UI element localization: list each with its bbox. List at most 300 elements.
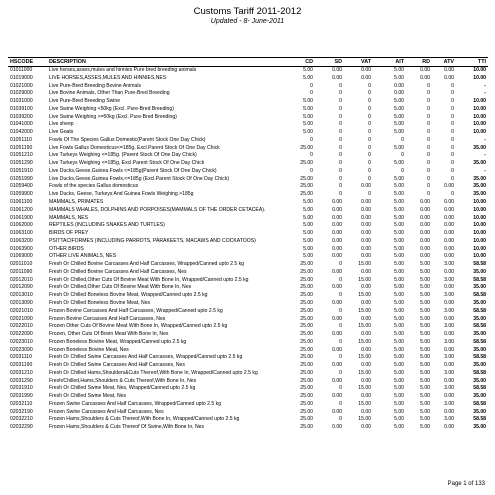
cell-cd: 0: [310, 82, 313, 89]
cell-ait: 5.00: [394, 191, 404, 198]
cell-hscode: 02032190: [10, 408, 33, 415]
cell-tti: 10.00: [473, 113, 486, 120]
cell-cd: 5.00: [303, 222, 313, 229]
cell-atv: 0.00: [444, 299, 454, 306]
cell-atv: 0.00: [444, 222, 454, 229]
cell-tti: -: [484, 82, 486, 89]
cell-tti: 35.00: [473, 284, 486, 291]
cell-ait: 5.00: [394, 129, 404, 136]
cell-description: BIRDS OF PREY: [49, 230, 89, 237]
cell-tti: 35.00: [473, 268, 486, 275]
table-row: [8, 292, 488, 300]
cell-hscode: 01051110: [10, 136, 32, 143]
cell-vat: 0: [368, 129, 371, 136]
table-row: [8, 176, 488, 184]
cell-sd: 0: [339, 354, 342, 361]
cell-tti: 35.00: [473, 424, 486, 431]
cell-rd: 5.00: [420, 284, 430, 291]
cell-sd: 0: [339, 90, 342, 97]
cell-vat: 0.00: [361, 393, 371, 400]
cell-vat: 0.00: [361, 67, 371, 73]
cell-rd: 5.00: [420, 377, 430, 384]
table-row: [8, 385, 488, 393]
table-row: [8, 83, 488, 91]
cell-rd: 0: [427, 160, 430, 167]
cell-tti: -: [484, 167, 486, 174]
cell-vat: 0: [368, 105, 371, 112]
cell-atv: 0: [451, 98, 454, 105]
cell-hscode: 01059400: [10, 183, 33, 190]
cell-vat: 0: [368, 113, 371, 120]
table-row: [8, 238, 488, 246]
cell-hscode: 02031110: [10, 354, 32, 361]
table-row: [8, 199, 488, 207]
cell-description: Frozen Boneless Bovine Meat, Nes: [49, 346, 129, 353]
cell-vat: 0.00: [361, 346, 371, 353]
table-row: [8, 191, 488, 199]
cell-atv: 0.00: [444, 331, 454, 338]
cell-cd: 5.00: [303, 237, 313, 244]
cell-vat: 0.00: [361, 74, 371, 81]
col-atv: ATV: [443, 59, 454, 65]
cell-ait: 5.00: [394, 292, 404, 299]
cell-sd: 0.00: [332, 237, 342, 244]
cell-tti: 35.00: [473, 362, 486, 369]
cell-rd: 0.00: [420, 237, 430, 244]
table-row: [8, 300, 488, 308]
cell-tti: 35.00: [473, 191, 486, 198]
cell-description: MAMMALS, PRIMATES: [49, 199, 104, 206]
cell-vat: 0.00: [361, 315, 371, 322]
cell-sd: 0.00: [332, 214, 342, 221]
cell-rd: 5.00: [420, 338, 430, 345]
cell-atv: 0: [451, 152, 454, 159]
cell-atv: 3.00: [444, 354, 454, 361]
cell-description: Live Fowls Gallus Domesticus<=185g, Excl.Parent Stock Of One Day Chick: [49, 144, 220, 151]
cell-cd: 25.00: [300, 268, 313, 275]
cell-hscode: 01069000: [10, 253, 33, 260]
cell-atv: 0: [451, 121, 454, 128]
cell-tti: 58.58: [473, 416, 486, 423]
cell-vat: 0.00: [361, 362, 371, 369]
cell-atv: 0: [451, 113, 454, 120]
col-rd: RD: [422, 59, 430, 65]
cell-atv: 0: [451, 129, 454, 136]
cell-description: Live Ducks, Geese, Turkeys And Guinea Fowls Weighing >185g: [49, 191, 194, 198]
cell-cd: 25.00: [300, 144, 313, 151]
cell-description: Live horses,asses,mules and hinnies Pure bred breeding animals: [49, 67, 197, 73]
cell-atv: 0: [451, 167, 454, 174]
cell-hscode: 02012090: [10, 284, 33, 291]
cell-ait: 5.00: [394, 323, 404, 330]
table-row: [8, 308, 488, 316]
cell-ait: 5.00: [394, 160, 404, 167]
cell-rd: 0: [427, 144, 430, 151]
cell-cd: 5.00: [303, 67, 313, 73]
cell-rd: 0.00: [420, 74, 430, 81]
cell-tti: 10.00: [473, 67, 486, 73]
cell-cd: 25.00: [300, 346, 313, 353]
cell-ait: 5.00: [394, 230, 404, 237]
cell-cd: 5.00: [303, 253, 313, 260]
cell-sd: 0.00: [332, 199, 342, 206]
cell-cd: 5.00: [303, 245, 313, 252]
cell-ait: 5.00: [394, 237, 404, 244]
cell-tti: 10.00: [473, 74, 486, 81]
table-row: [8, 152, 488, 160]
cell-ait: 5.00: [394, 354, 404, 361]
cell-atv: 0.00: [444, 74, 454, 81]
cell-description: Fresh Or Chilled Swine Meat, Nes, Wrapped/Canned upto 2.5 kg: [49, 385, 196, 392]
table-row: [8, 316, 488, 324]
cell-atv: 0.00: [444, 393, 454, 400]
table-row: [8, 323, 488, 331]
cell-sd: 0: [339, 307, 342, 314]
cell-ait: 5.00: [394, 183, 404, 190]
cell-atv: 3.00: [444, 276, 454, 283]
cell-ait: 5.00: [394, 377, 404, 384]
cell-tti: 35.00: [473, 331, 486, 338]
table-row: [8, 362, 488, 370]
cell-hscode: 01059900: [10, 191, 33, 198]
cell-hscode: 02031210: [10, 369, 33, 376]
cell-cd: 25.00: [300, 299, 313, 306]
cell-ait: 5.00: [394, 206, 404, 213]
cell-rd: 0: [427, 167, 430, 174]
cell-tti: 35.00: [473, 408, 486, 415]
cell-sd: 0.00: [332, 67, 342, 73]
cell-description: Frozen Bovine Carcasses And Half Carcasses, Wrapped/Canned upto 2.5 kg: [49, 307, 223, 314]
table-row: [8, 75, 488, 83]
cell-tti: 58.58: [473, 323, 486, 330]
table-row: [8, 222, 488, 230]
cell-sd: 0.00: [332, 346, 342, 353]
cell-description: Fowls Of The Species Gallus Domestic(Parent Stock One Day Chick): [49, 136, 206, 143]
cell-hscode: 02023090: [10, 346, 33, 353]
cell-rd: 0: [427, 175, 430, 182]
cell-hscode: 02032290: [10, 424, 33, 431]
cell-rd: 5.00: [420, 315, 430, 322]
cell-atv: 3.00: [444, 385, 454, 392]
cell-vat: 0.00: [361, 183, 371, 190]
cell-hscode: 01019000: [10, 74, 33, 81]
cell-tti: 10.00: [473, 214, 486, 221]
cell-tti: 10.00: [473, 230, 486, 237]
cell-vat: 15.00: [358, 292, 371, 299]
cell-ait: 5.00: [394, 245, 404, 252]
cell-sd: 0: [339, 121, 342, 128]
cell-rd: 5.00: [420, 362, 430, 369]
cell-cd: 25.00: [300, 362, 313, 369]
cell-hscode: 02031910: [10, 385, 33, 392]
cell-ait: 5.00: [394, 121, 404, 128]
col-hscode: HSCODE: [10, 59, 34, 65]
cell-atv: 0: [451, 90, 454, 97]
cell-vat: 0.00: [361, 230, 371, 237]
cell-cd: 25.00: [300, 369, 313, 376]
cell-description: Fresh Or Chilled Boneless Bovine Meat, Wrapped/Canned upto 2.5 kg: [49, 292, 208, 299]
cell-hscode: 02032110: [10, 400, 33, 407]
cell-sd: 0: [339, 136, 342, 143]
cell-cd: 5.00: [303, 206, 313, 213]
cell-vat: 0.00: [361, 214, 371, 221]
cell-cd: 5.00: [303, 121, 313, 128]
cell-atv: 0: [451, 136, 454, 143]
cell-description: Frozen Swine Carcasses And Half Carcasses, Wrapped/Canned upto 2.5 kg: [49, 400, 222, 407]
cell-hscode: 01051910: [10, 167, 33, 174]
cell-atv: 0.00: [444, 346, 454, 353]
cell-rd: 0: [427, 183, 430, 190]
col-ait: AIT: [395, 59, 404, 65]
cell-ait: 5.00: [394, 175, 404, 182]
cell-rd: 5.00: [420, 307, 430, 314]
cell-ait: 5.00: [394, 199, 404, 206]
cell-cd: 5.00: [303, 98, 313, 105]
cell-cd: 25.00: [300, 183, 313, 190]
cell-tti: 58.58: [473, 307, 486, 314]
cell-tti: 58.58: [473, 400, 486, 407]
cell-vat: 0: [368, 121, 371, 128]
cell-ait: 5.00: [394, 276, 404, 283]
cell-tti: 10.00: [473, 237, 486, 244]
cell-ait: 5.00: [394, 369, 404, 376]
table-row: [8, 354, 488, 362]
cell-ait: 5.00: [394, 98, 404, 105]
cell-vat: 0.00: [361, 408, 371, 415]
cell-vat: 0: [368, 98, 371, 105]
cell-rd: 0: [427, 105, 430, 112]
cell-rd: 5.00: [420, 346, 430, 353]
cell-ait: 0.00: [394, 90, 404, 97]
cell-sd: 0: [339, 129, 342, 136]
cell-hscode: 01063900: [10, 245, 33, 252]
cell-ait: 5.00: [394, 362, 404, 369]
cell-sd: 0: [339, 385, 342, 392]
cell-rd: 0.00: [420, 230, 430, 237]
table-row: [8, 416, 488, 424]
cell-sd: 0.00: [332, 331, 342, 338]
cell-sd: 0.00: [332, 253, 342, 260]
cell-cd: 25.00: [300, 292, 313, 299]
cell-vat: 15.00: [358, 276, 371, 283]
cell-ait: 5.00: [394, 416, 404, 423]
cell-ait: 5.00: [394, 338, 404, 345]
cell-hscode: 02032210: [10, 416, 33, 423]
cell-tti: 10.00: [473, 129, 486, 136]
cell-description: Fresh Or Chilled,Other Cuts Of Bovine Meat With Bone In, Wrapped/Canned upto 2.5 kg: [49, 276, 249, 283]
cell-hscode: 02021090: [10, 315, 33, 322]
table-row: [8, 424, 488, 432]
cell-ait: 5.00: [394, 113, 404, 120]
cell-vat: 0.00: [361, 284, 371, 291]
cell-rd: 5.00: [420, 268, 430, 275]
cell-tti: 10.00: [473, 199, 486, 206]
cell-rd: 5.00: [420, 400, 430, 407]
cell-vat: 0: [368, 191, 371, 198]
cell-rd: 5.00: [420, 331, 430, 338]
cell-cd: 25.00: [300, 323, 313, 330]
table-row: [8, 253, 488, 261]
cell-description: Live Pure-Bred Breeding Bovine Animals: [49, 82, 142, 89]
cell-sd: 0.00: [332, 74, 342, 81]
cell-hscode: 01029000: [10, 90, 33, 97]
cell-description: Frozen, Other Cuts Of Bovin Meat With Bone In, Nes: [49, 331, 169, 338]
cell-cd: 25.00: [300, 385, 313, 392]
table-row: [8, 378, 488, 386]
cell-ait: 5.00: [394, 284, 404, 291]
cell-description: Fresh Or Chilled Bovine Carcasses And Half Carcasses, Nes: [49, 268, 187, 275]
table-row: [8, 246, 488, 254]
cell-atv: 0.00: [444, 214, 454, 221]
cell-rd: 5.00: [420, 323, 430, 330]
cell-hscode: 01031000: [10, 98, 33, 105]
cell-ait: 5.00: [394, 67, 404, 73]
cell-cd: 25.00: [300, 191, 313, 198]
cell-cd: 0: [310, 90, 313, 97]
cell-atv: 0.00: [444, 284, 454, 291]
cell-vat: 0.00: [361, 199, 371, 206]
table-row: [8, 261, 488, 269]
cell-sd: 0.00: [332, 230, 342, 237]
cell-atv: 0: [451, 144, 454, 151]
col-cd: CD: [305, 59, 313, 65]
document-subtitle: Updated - 8- June-2011: [210, 18, 285, 25]
cell-cd: 25.00: [300, 160, 313, 167]
cell-rd: 0.00: [420, 67, 430, 73]
cell-atv: 0.00: [444, 237, 454, 244]
cell-cd: 25.00: [300, 276, 313, 283]
cell-hscode: 01021000: [10, 82, 33, 89]
cell-atv: 0: [451, 160, 454, 167]
cell-vat: 0.00: [361, 377, 371, 384]
cell-sd: 0: [339, 261, 342, 268]
table-row: [8, 230, 488, 238]
cell-hscode: 02021010: [10, 307, 33, 314]
table-row: [8, 168, 488, 176]
cell-sd: 0: [339, 175, 342, 182]
cell-description: Fresh/Chilled,Hams,Shoulders & Cuts Thereof,With Bone In, Nes: [49, 377, 197, 384]
cell-tti: 58.58: [473, 338, 486, 345]
cell-sd: 0: [339, 292, 342, 299]
cell-sd: 0.00: [332, 393, 342, 400]
cell-sd: 0: [339, 276, 342, 283]
cell-hscode: 01062000: [10, 222, 33, 229]
cell-rd: 0: [427, 129, 430, 136]
cell-cd: 25.00: [300, 408, 313, 415]
cell-description: Fresh Or Chilled,Other Cuts Of Bovine Meat With Bone In, Nes: [49, 284, 192, 291]
cell-vat: 0.00: [361, 424, 371, 431]
cell-sd: 0: [339, 113, 342, 120]
cell-atv: 0.00: [444, 245, 454, 252]
cell-hscode: 01051990: [10, 175, 33, 182]
cell-rd: 0: [427, 113, 430, 120]
cell-ait: 5.00: [394, 144, 404, 151]
cell-description: Live Swine Weighing <50kg (Excl. Pure-Bred Breeding): [49, 105, 174, 112]
cell-cd: 25.00: [300, 307, 313, 314]
cell-hscode: 02013010: [10, 292, 33, 299]
cell-ait: 5.00: [394, 393, 404, 400]
cell-vat: 15.00: [358, 385, 371, 392]
cell-description: REPTILES (INCLUDING SNAKES AND TURTLES): [49, 222, 165, 229]
cell-description: Frozen Hams,Shoulders & Cuts Thereof Of Swine,With Bone In, Nes: [49, 424, 205, 431]
cell-atv: 0.00: [444, 206, 454, 213]
cell-tti: -: [484, 90, 486, 97]
cell-atv: 0: [451, 105, 454, 112]
col-sd: SD: [334, 59, 342, 65]
cell-description: Fresh Or Chilled Swine Carcasses And Half Carcasses, Wrapped/Canned upto 2.5 kg: [49, 354, 243, 361]
cell-sd: 0.00: [332, 362, 342, 369]
cell-sd: 0: [339, 167, 342, 174]
cell-cd: 0: [310, 136, 313, 143]
table-row: [8, 269, 488, 277]
cell-hscode: 01061200: [10, 206, 33, 213]
cell-atv: 3.00: [444, 261, 454, 268]
cell-tti: 10.00: [473, 253, 486, 260]
cell-ait: 0: [401, 136, 404, 143]
table-header: [8, 58, 488, 66]
cell-description: Fresh Or Chilled Boneless Bovine Meat, Nes: [49, 299, 151, 306]
cell-hscode: 02013090: [10, 299, 33, 306]
cell-atv: 0: [451, 191, 454, 198]
cell-tti: 58.58: [473, 261, 486, 268]
cell-tti: 58.58: [473, 385, 486, 392]
cell-tti: 10.00: [473, 98, 486, 105]
cell-rd: 0: [427, 152, 430, 159]
cell-rd: 0.00: [420, 253, 430, 260]
cell-description: Frozen Boneless Bovine Meat, Wrapped/Canned upto 2.5 kg: [49, 338, 187, 345]
cell-ait: 5.00: [394, 424, 404, 431]
cell-cd: 0: [310, 167, 313, 174]
cell-tti: 58.58: [473, 369, 486, 376]
cell-description: PSITTACIFORMES (INCLUDING PARROTS, PARAKEETS, MACAWS AND COCKATOOS): [49, 237, 256, 244]
cell-rd: 0: [427, 136, 430, 143]
cell-tti: 35.00: [473, 299, 486, 306]
cell-sd: 0: [339, 98, 342, 105]
cell-hscode: 01051190: [10, 144, 33, 151]
cell-sd: 0: [339, 400, 342, 407]
cell-vat: 15.00: [358, 354, 371, 361]
cell-vat: 15.00: [358, 369, 371, 376]
cell-description: MAMMALS WHALES, DOLPHINS AND PORPOISES(MAMMALS OF THE ORDER CETACEA).: [49, 206, 266, 213]
cell-ait: 5.00: [394, 261, 404, 268]
cell-hscode: 01039200: [10, 113, 33, 120]
cell-vat: 0: [368, 82, 371, 89]
cell-rd: 5.00: [420, 393, 430, 400]
cell-description: MAMMALS, NES: [49, 214, 89, 221]
cell-hscode: 02023010: [10, 338, 33, 345]
cell-ait: 5.00: [394, 222, 404, 229]
cell-description: Fresh Or Chilled Bovine Carcasses And Half Carcasses, Wrapped/Canned upto 2.5 kg: [49, 261, 244, 268]
cell-sd: 0: [339, 323, 342, 330]
table-row: [8, 67, 488, 75]
cell-rd: 0: [427, 82, 430, 89]
cell-sd: 0: [339, 82, 342, 89]
cell-cd: 25.00: [300, 400, 313, 407]
cell-tti: -: [484, 136, 486, 143]
cell-cd: 5.00: [303, 199, 313, 206]
cell-atv: 0.00: [444, 408, 454, 415]
cell-description: Fresh Or Chilled Swine Carcasses And Half Carcasses, Nes: [49, 362, 185, 369]
cell-vat: 15.00: [358, 307, 371, 314]
cell-rd: 0: [427, 98, 430, 105]
cell-cd: 25.00: [300, 284, 313, 291]
cell-atv: 0.00: [444, 253, 454, 260]
cell-description: Live Turkeys Weighing <=185g, Excl.Parent Stock Of One Day Chick: [49, 160, 205, 167]
cell-vat: 0.00: [361, 222, 371, 229]
cell-sd: 0: [339, 105, 342, 112]
cell-ait: 5.00: [394, 408, 404, 415]
cell-tti: 10.00: [473, 245, 486, 252]
